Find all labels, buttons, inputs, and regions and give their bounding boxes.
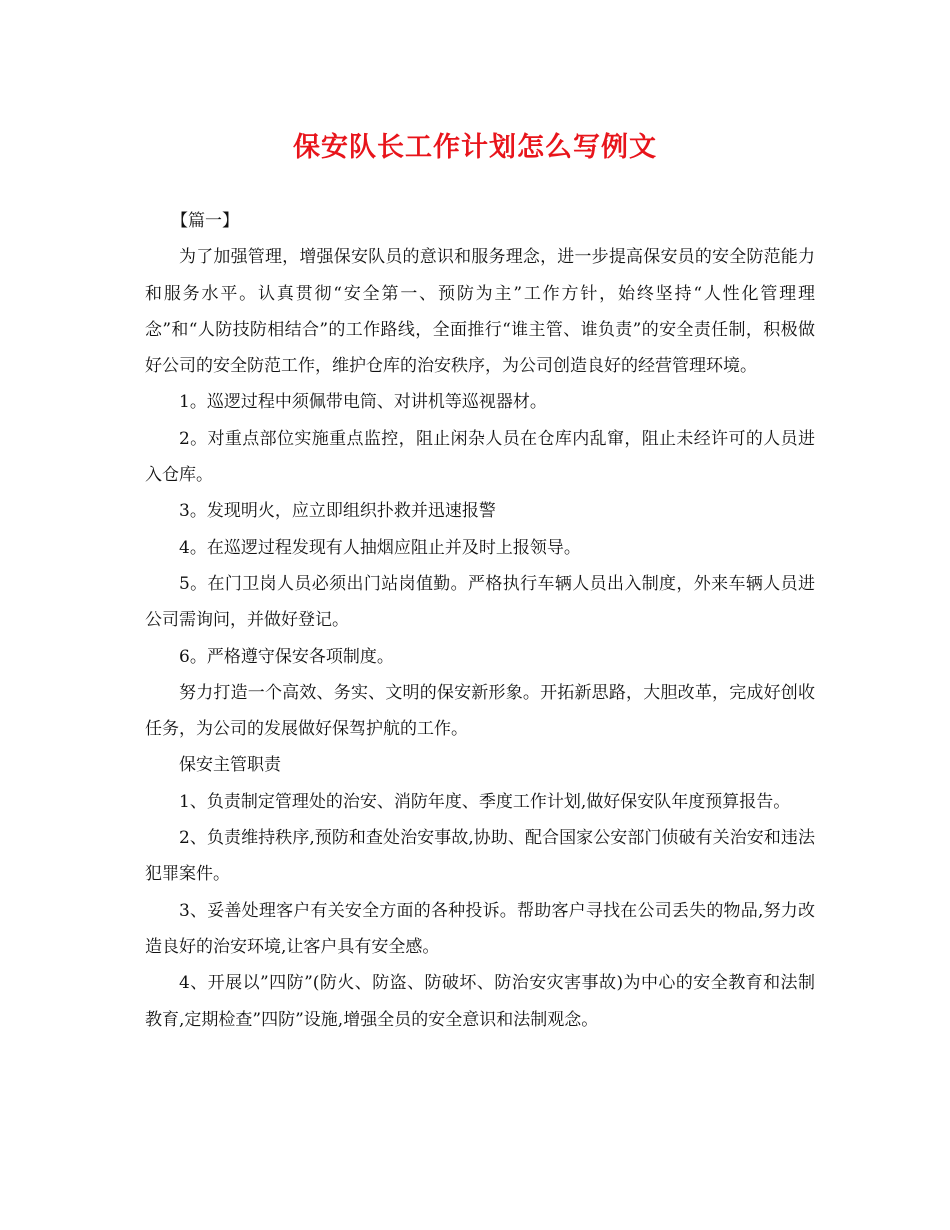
- document-body: [145, 203, 815, 1038]
- section-heading: 保安主管职责: [179, 755, 281, 776]
- list-item: 1。巡逻过程中须佩带电筒、对讲机等巡视器材。: [179, 392, 547, 413]
- list-item: 2。对重点部位实施重点监控，阻止闲杂人员在仓库内乱窜，阻止未经许可的人员进入仓库。: [145, 428, 815, 486]
- section-label: 【篇一】: [171, 211, 239, 231]
- list-item: 3、妥善处理客户有关安全方面的各种投诉。帮助客户寻找在公司丢失的物品,努力改造良好的治安环境,让客户具有安全感。: [145, 900, 815, 957]
- list-item: 1、负责制定管理处的治安、消防年度、季度工作计划,做好保安队年度预算报告。: [179, 791, 791, 812]
- list-item: 3。发现明火，应立即组织扑救并迅速报警: [179, 501, 496, 522]
- intro-paragraph: 为了加强管理，增强保安队员的意识和服务理念，进一步提高保安员的安全防范能力和服务水平。认真贯彻“安全第一、预防为主”工作方针，始终坚持“人性化管理理念”和“人防技防相结合”的工作路线，全面推行“谁主管、谁负责”的安全责任制，积极做好公司的安全防范工作，维护仓库的治安秩序，为公司创造良好的经营管理环境。: [145, 247, 815, 377]
- list-item: 4。在巡逻过程发现有人抽烟应阻止并及时上报领导。: [179, 537, 581, 558]
- page-title: 保安队长工作计划怎么写例文: [293, 132, 657, 163]
- list-item: 4、开展以”四防”(防火、防盗、防破坏、防治安灾害事故)为中心的安全教育和法制教育,定期检查”四防”设施,增强全员的安全意识和法制观念。: [145, 973, 815, 1030]
- list-item: 6。严格遵守保安各项制度。: [179, 646, 394, 667]
- list-item: 2、负责维持秩序,预防和查处治安事故,协助、配合国家公安部门侦破有关治安和违法犯罪案件。: [145, 828, 815, 885]
- list-item: 5。在门卫岗人员必须出门站岗值勤。严格执行车辆人员出入制度，外来车辆人员进公司需询问，并做好登记。: [145, 573, 815, 631]
- summary-paragraph: 努力打造一个高效、务实、文明的保安新形象。开拓新思路，大胆改革，完成好创收任务，为公司的发展做好保驾护航的工作。: [145, 682, 815, 740]
